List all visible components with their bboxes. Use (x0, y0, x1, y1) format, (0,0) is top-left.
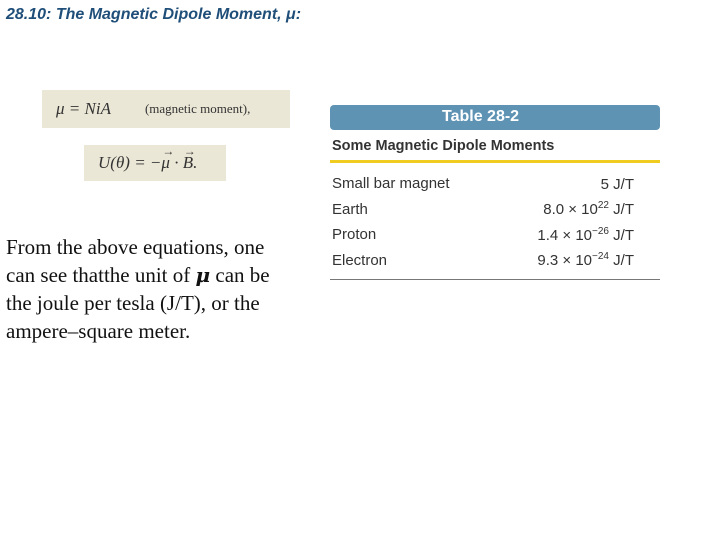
table-row (330, 171, 660, 197)
table-caption: Some Magnetic Dipole Moments (330, 138, 660, 163)
dot-operator: · (169, 153, 183, 172)
dipole-moments-table (330, 105, 660, 280)
value-unit: J/T (609, 226, 634, 244)
b-vector-symbol: B (182, 153, 194, 172)
row-value (506, 226, 660, 244)
potential-energy-formula (98, 144, 198, 173)
table-header (330, 105, 660, 130)
potential-energy-equation (84, 145, 226, 181)
table-header-label: Table 28-2 (442, 108, 520, 125)
table-row (330, 248, 660, 274)
row-name: Proton (332, 226, 377, 244)
table-row (330, 197, 660, 223)
b-vector (182, 144, 196, 173)
mu-vector (161, 144, 175, 173)
row-name: Earth (332, 200, 368, 218)
mu-vector-symbol: μ (161, 153, 170, 172)
row-value (506, 175, 660, 193)
equation-lhs: U(θ) = − (98, 153, 162, 172)
table-body (330, 171, 660, 280)
slide-title: 28.10: The Magnetic Dipole Moment, μ: (6, 6, 302, 23)
equation-end: . (193, 153, 198, 172)
table-row (330, 222, 660, 248)
row-name: Small bar magnet (332, 175, 450, 193)
body-text-end: can be the joule per tesla (J/T), or the ampere–square meter. (6, 263, 270, 343)
row-value (506, 251, 660, 269)
value-exponent: −24 (592, 251, 609, 263)
row-name: Electron (332, 251, 388, 269)
value-mantissa: 5 J/T (600, 175, 634, 193)
magnetic-moment-equation (42, 90, 290, 128)
vector-arrow-icon: → (162, 144, 175, 158)
mu-symbol: μ (195, 263, 211, 287)
equation-formula: μ = NiA (56, 99, 111, 118)
equation-note: (magnetic moment), (144, 101, 251, 116)
value-mantissa: 1.4 × 10 (537, 226, 593, 244)
row-value (506, 200, 660, 218)
body-paragraph (6, 233, 296, 345)
body-text-start: From the above equations, one can see thatthe unit of (6, 235, 265, 287)
value-exponent: −26 (592, 225, 609, 237)
value-mantissa: 9.3 × 10 (537, 252, 593, 270)
value-unit: J/T (609, 201, 634, 219)
value-exponent: 22 (597, 200, 609, 212)
value-mantissa: 8.0 × 10 (543, 201, 598, 219)
vector-arrow-icon: → (183, 144, 196, 158)
value-unit: J/T (609, 252, 634, 270)
